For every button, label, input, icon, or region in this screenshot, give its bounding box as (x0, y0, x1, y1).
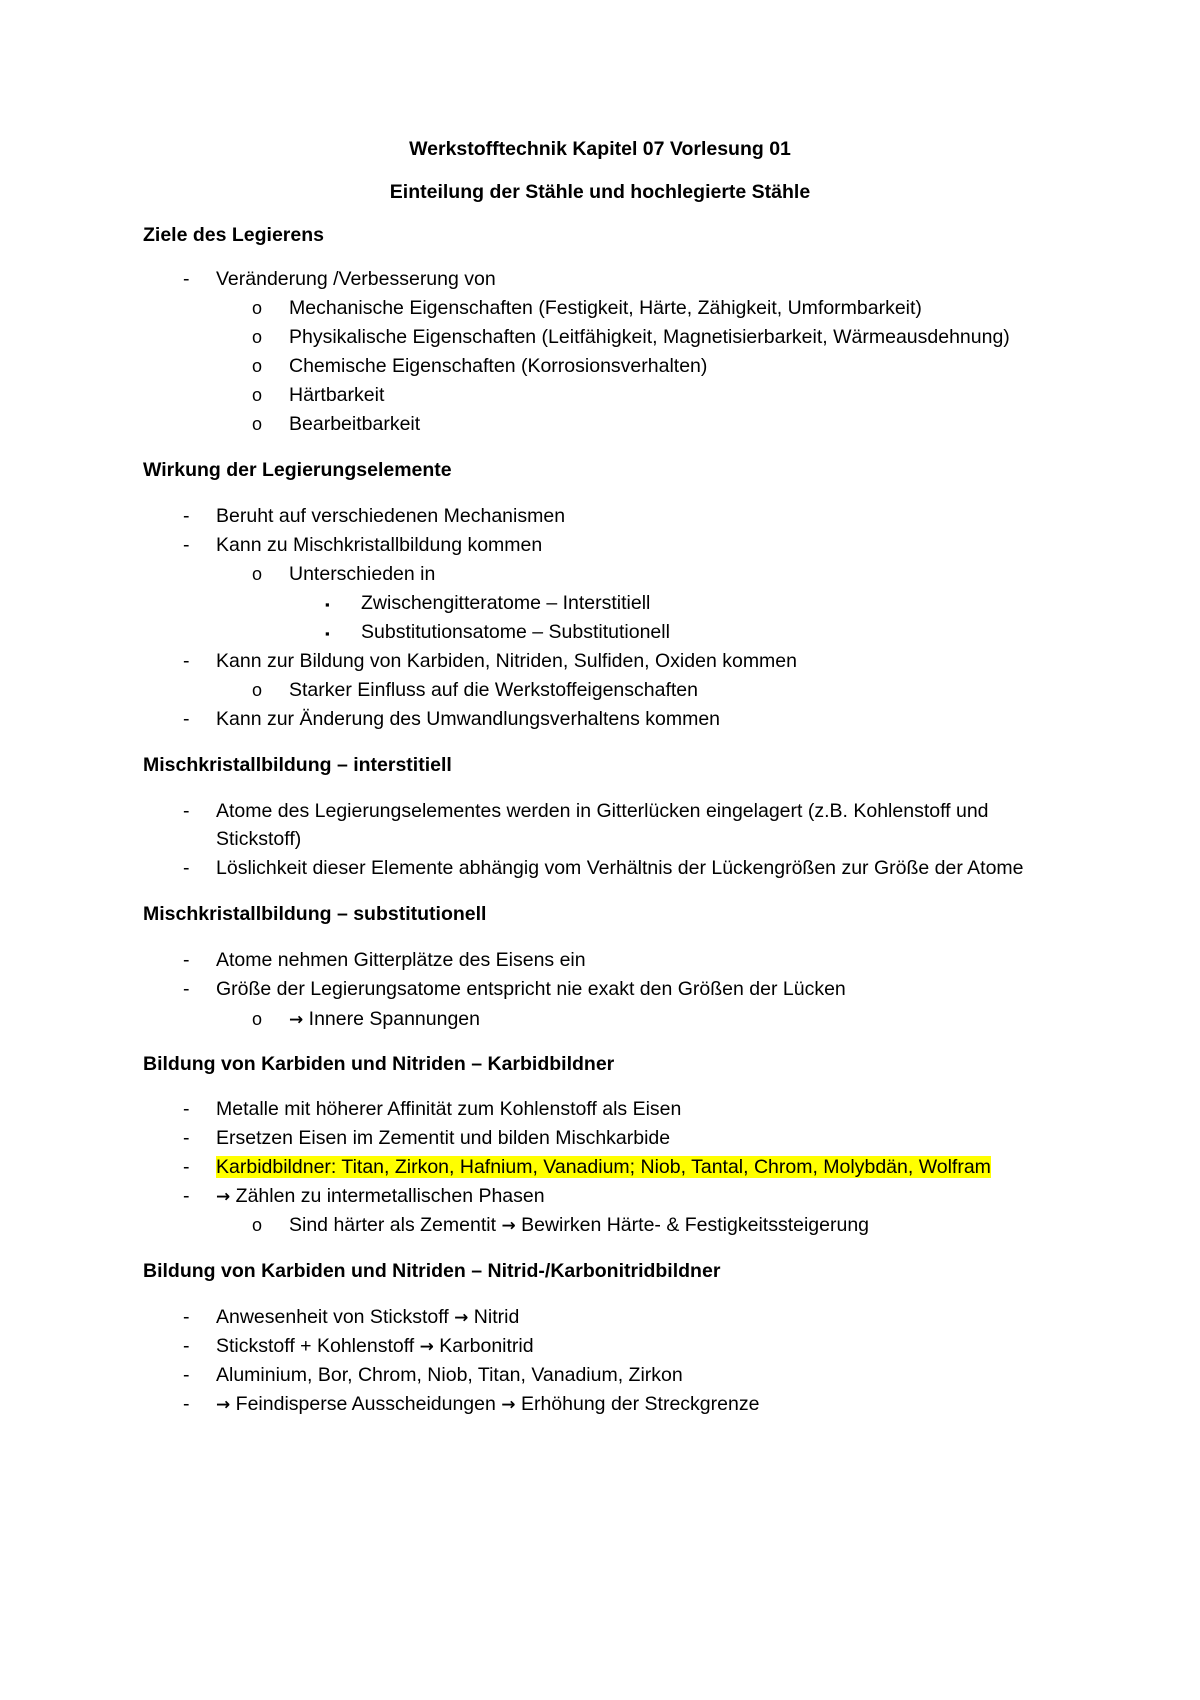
arrow-icon: → (289, 1010, 304, 1030)
list-item: ▪ Zwischengitteratome – Interstitiell (361, 591, 650, 615)
dash-bullet: - (183, 534, 190, 556)
list-item: o Sind härter als Zementit → Bewirken Härte- & Festigkeitssteigerung (252, 1214, 870, 1236)
dash-bullet: - (183, 1098, 190, 1120)
list-item: o Physikalische Eigenschaften (Leitfähigkeit, Magnetisierbarkeit, Wärmeausdehnung) (252, 326, 1010, 348)
list-item: - Veränderung /Verbesserung von (183, 268, 496, 290)
list-item: - Stickstoff + Kohlenstoff → Karbonitrid (183, 1335, 534, 1357)
dash-bullet: - (183, 268, 190, 290)
dash-bullet: - (183, 800, 190, 822)
section-heading: Bildung von Karbiden und Nitriden – Nitrid-/Karbonitridbildner (143, 1260, 721, 1282)
dash-bullet: - (183, 650, 190, 672)
list-item: o Mechanische Eigenschaften (Festigkeit, Härte, Zähigkeit, Umformbarkeit) (252, 297, 922, 319)
list-item-continuation: Stickstoff) (216, 828, 302, 850)
dash-bullet: - (183, 1156, 190, 1178)
list-item: - Kann zur Änderung des Umwandlungsverhaltens kommen (183, 708, 721, 730)
list-item: - Größe der Legierungsatome entspricht nie exakt den Größen der Lücken (183, 978, 846, 1000)
list-item: - Anwesenheit von Stickstoff → Nitrid (183, 1306, 520, 1328)
list-item: - Ersetzen Eisen im Zementit und bilden Mischkarbide (183, 1127, 671, 1149)
list-item: - → Zählen zu intermetallischen Phasen (183, 1185, 545, 1207)
dash-bullet: - (183, 1393, 190, 1415)
square-bullet: ▪ (325, 597, 330, 612)
list-item: - Metalle mit höherer Affinität zum Kohlenstoff als Eisen (183, 1098, 682, 1120)
section-heading: Wirkung der Legierungselemente (143, 459, 452, 481)
arrow-icon: → (501, 1395, 516, 1415)
list-item-highlighted (183, 1155, 991, 1179)
highlighted-text: Karbidbildner: Titan, Zirkon, Hafnium, Vanadium; Niob, Tantal, Chrom, Molybdän, Wolfram (216, 1156, 991, 1178)
section-heading: Ziele des Legierens (143, 224, 324, 246)
list-item: - Kann zur Bildung von Karbiden, Nitriden, Sulfiden, Oxiden kommen (183, 650, 797, 672)
dash-bullet: - (183, 505, 190, 527)
circle-bullet: o (252, 1009, 263, 1029)
section-heading: Bildung von Karbiden und Nitriden – Karbidbildner (143, 1053, 615, 1075)
circle-bullet: o (252, 356, 263, 376)
list-item: - Atome des Legierungselementes werden in Gitterlücken eingelagert (z.B. Kohlenstoff und (183, 800, 989, 822)
section-heading: Mischkristallbildung – substitutionell (143, 903, 487, 925)
dash-bullet: - (183, 1185, 190, 1207)
circle-bullet: o (252, 298, 263, 318)
arrow-icon: → (216, 1395, 231, 1415)
list-item: - → Feindisperse Ausscheidungen → Erhöhung der Streckgrenze (183, 1393, 760, 1415)
section-heading: Mischkristallbildung – interstitiell (143, 754, 452, 776)
circle-bullet: o (252, 327, 263, 347)
list-item: ▪ Substitutionsatome – Substitutionell (361, 620, 670, 644)
dash-bullet: - (183, 1127, 190, 1149)
arrow-icon: → (454, 1308, 469, 1328)
arrow-icon: → (216, 1187, 231, 1207)
arrow-icon: → (419, 1337, 434, 1357)
list-item: o Starker Einfluss auf die Werkstoffeigenschaften (252, 679, 698, 701)
document-title: Werkstofftechnik Kapitel 07 Vorlesung 01 (409, 138, 791, 160)
arrow-icon: → (501, 1216, 516, 1236)
list-item: - Beruht auf verschiedenen Mechanismen (183, 505, 566, 527)
list-item: o Härtbarkeit (252, 384, 385, 406)
list-item: o → Innere Spannungen (252, 1008, 480, 1030)
dash-bullet: - (183, 857, 190, 879)
list-item: - Atome nehmen Gitterplätze des Eisens ein (183, 949, 586, 971)
circle-bullet: o (252, 385, 263, 405)
dash-bullet: - (183, 1335, 190, 1357)
square-bullet: ▪ (325, 626, 330, 641)
list-item: o Bearbeitbarkeit (252, 413, 421, 435)
list-item: - Aluminium, Bor, Chrom, Niob, Titan, Vanadium, Zirkon (183, 1364, 683, 1386)
circle-bullet: o (252, 680, 263, 700)
dash-bullet: - (183, 978, 190, 1000)
list-item: - Löslichkeit dieser Elemente abhängig vom Verhältnis der Lückengrößen zur Größe der Atome (183, 857, 1024, 879)
circle-bullet: o (252, 564, 263, 584)
list-item: - Kann zu Mischkristallbildung kommen (183, 534, 543, 556)
circle-bullet: o (252, 1215, 263, 1235)
dash-bullet: - (183, 1306, 190, 1328)
list-item: o Unterschieden in (252, 563, 436, 585)
dash-bullet: - (183, 949, 190, 971)
document-subtitle: Einteilung der Stähle und hochlegierte Stähle (389, 181, 811, 203)
dash-bullet: - (183, 1364, 190, 1386)
dash-bullet: - (183, 708, 190, 730)
list-item: o Chemische Eigenschaften (Korrosionsverhalten) (252, 355, 708, 377)
circle-bullet: o (252, 414, 263, 434)
